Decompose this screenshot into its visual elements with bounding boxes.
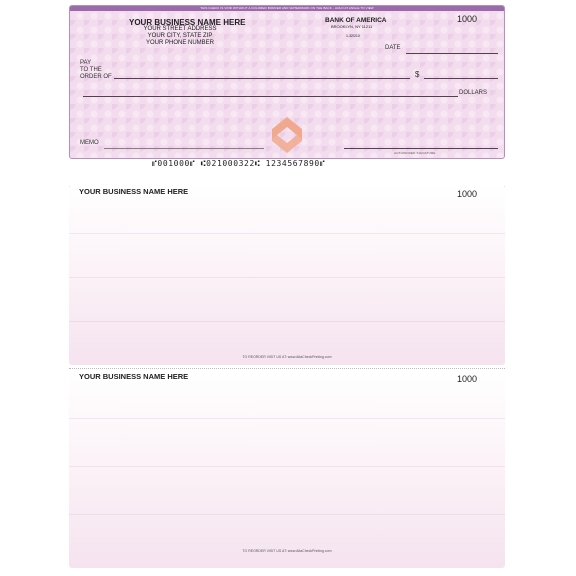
stub-rule: [69, 321, 505, 322]
payee-label: [80, 60, 112, 81]
micr-line: ⑈001000⑈ ⑆021000322⑆ 1234567890⑈: [152, 159, 326, 168]
reorder-text: TO REORDER VISIT US AT: www.AltaCheckPrinting.com: [242, 549, 332, 553]
dollars-label: DOLLARS: [459, 90, 488, 96]
date-line[interactable]: [406, 53, 498, 54]
stub-rule: [69, 466, 505, 467]
dollar-sign: $: [415, 70, 420, 79]
address-line-street: YOUR STREET ADDRESS: [143, 26, 217, 32]
memo-line[interactable]: [104, 148, 264, 149]
order-of-label: ORDER OF: [80, 74, 112, 80]
business-name: YOUR BUSINESS NAME HERE: [129, 18, 246, 27]
pay-label: PAY: [80, 60, 92, 66]
reorder-text: TO REORDER VISIT US AT: www.AltaCheckPrinting.com: [242, 355, 332, 359]
diamond-arrow-logo-icon: [272, 117, 302, 153]
stub-2: [69, 370, 505, 568]
date-label: DATE: [385, 45, 401, 51]
bank-name: BANK OF AMERICA: [325, 17, 387, 24]
signature-line[interactable]: [344, 148, 498, 149]
stub-business-name: YOUR BUSINESS NAME HERE: [79, 187, 189, 196]
stub-rule: [69, 233, 505, 234]
stub-rule: [69, 514, 505, 515]
void-warning: THIS CHECK IS VOID WITHOUT A COLORED BORDER AND WATERMARK ON THE BACK - HOLD AT ANGLE TO VIEW: [200, 6, 374, 10]
routing-fraction: 1-32/210: [346, 34, 360, 38]
address-line-phone: YOUR PHONE NUMBER: [145, 40, 214, 46]
to-the-label: TO THE: [80, 67, 102, 73]
payee-line[interactable]: [114, 78, 410, 79]
stub-rule: [69, 418, 505, 419]
stub-check-number: 1000: [457, 374, 478, 384]
perforation: [69, 368, 505, 369]
stub-rule: [69, 277, 505, 278]
amount-words-line[interactable]: [83, 96, 458, 97]
memo-label: MEMO: [80, 140, 99, 146]
stub-check-number: 1000: [457, 189, 478, 199]
check: [69, 5, 505, 159]
amount-line[interactable]: [424, 78, 498, 79]
check-number: 1000: [457, 14, 478, 24]
signature-label: AUTHORIZED SIGNATURE: [394, 151, 436, 155]
business-address: [132, 26, 228, 47]
stub-business-name: YOUR BUSINESS NAME HERE: [79, 372, 189, 381]
stub-1: [69, 185, 505, 365]
address-line-city: YOUR CITY, STATE ZIP: [147, 33, 213, 39]
bank-city: BROOKLYN, NY 11211: [331, 24, 373, 29]
